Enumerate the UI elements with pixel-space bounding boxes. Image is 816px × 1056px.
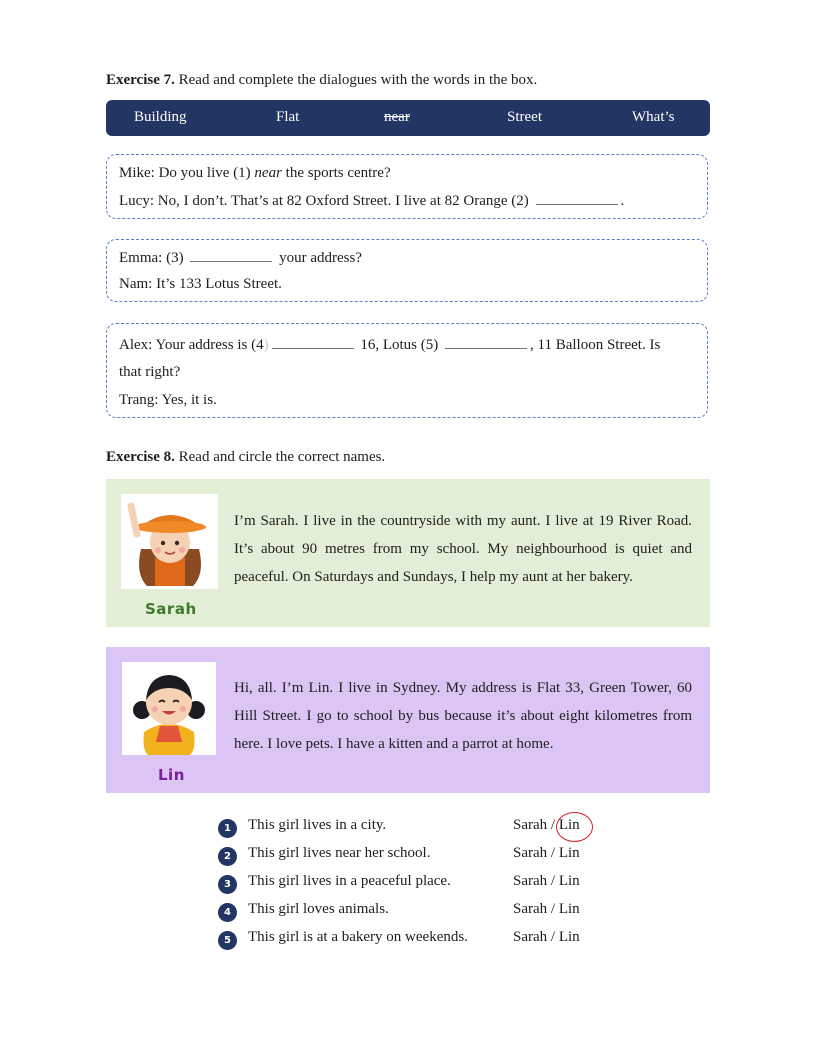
question-text: This girl is at a bakery on weekends. [248,929,468,945]
option-separator: / [547,901,559,917]
dialogue-text: , 11 Balloon Street. Is [530,337,661,353]
sarah-name-label: Sarah [145,600,197,618]
option-separator: / [547,845,559,861]
lin-name-label: Lin [158,766,185,784]
word-street: Street [507,109,542,125]
sarah-paragraph: I’m Sarah. I live in the countryside with my aunt. I live at 19 River Road. It’s about 90 metres from my school. My neighbourhood is quiet and peaceful. On Saturdays and Sundays, I help my aunt at her bakery. [234,513,692,585]
dialogue-text: your address? [275,250,362,266]
exercise-7-label: Exercise 7. [106,72,175,88]
dialogue-text: . [620,193,625,209]
dialogue-text: Alex: Your address is (4 [119,337,264,353]
girl-with-hat-illustration [121,494,218,589]
reading-panel-lin [106,647,710,793]
answer-options [513,873,580,890]
lin-paragraph: Hi, all. I’m Lin. I live in Sydney. My address is Flat 33, Green Tower, 60 Hill Street. I go to school by bus because it’s about eight kilometres from here. I love pets. I have a kitten and a parrot at home. [234,680,692,752]
dialogue-box-1 [106,154,708,219]
example-answer: near [254,165,282,181]
option-sarah[interactable]: Sarah [513,901,548,917]
question-text: This girl loves animals. [248,901,389,917]
answer-options [513,845,580,862]
dialogue-text: Lucy: No, I don’t. That’s at 82 Oxford Street. I live at 82 Orange (2) [119,193,533,209]
option-sarah[interactable]: Sarah [513,929,548,945]
question-number-badge: 3 [218,875,237,894]
word-whats: What’s [632,109,675,125]
lin-portrait [122,662,216,755]
dialogue-box-2 [106,239,708,302]
word-box [106,100,710,136]
faint-paren: ) [263,337,269,353]
dialogue-1-line-lucy [119,192,624,210]
option-sarah[interactable]: Sarah [513,845,548,861]
dialogue-3-line-trang: Trang: Yes, it is. [119,392,217,408]
exercise-7-instruction: Read and complete the dialogues with the words in the box. [174,72,538,88]
option-lin[interactable]: Lin [558,929,580,945]
question-number-badge: 2 [218,847,237,866]
option-lin[interactable]: Lin [558,873,580,889]
blank-4[interactable] [272,336,354,349]
exercise-8-instruction: Read and circle the correct names. [174,449,386,465]
dialogue-3-line-cont: that right? [119,364,181,380]
girl-with-pigtails-illustration [122,662,216,755]
answer-circle-mark [556,812,593,842]
dialogue-box-3 [106,323,708,418]
option-lin-circled[interactable]: Lin [558,817,580,833]
answer-options [513,901,580,918]
option-separator: / [547,929,559,945]
exercise-8-label: Exercise 8. [106,449,175,465]
option-separator: / [547,873,559,889]
question-text: This girl lives in a city. [248,817,387,833]
word-building: Building [134,109,187,125]
exercise-7-title [106,72,537,89]
option-lin[interactable]: Lin [558,845,580,861]
dialogue-text: Mike: Do you live (1) [119,165,255,181]
word-flat: Flat [276,109,300,125]
option-lin[interactable]: Lin [558,901,580,917]
question-number-badge: 5 [218,931,237,950]
exercise-8-title [106,449,385,466]
dialogue-1-line-mike [119,165,391,182]
dialogue-2-line-emma [119,249,362,267]
option-separator: / [547,817,559,833]
answer-options [513,929,580,946]
dialogue-3-line-alex [119,336,660,354]
blank-3[interactable] [190,249,272,262]
question-number-badge: 1 [218,819,237,838]
dialogue-2-line-nam: Nam: It’s 133 Lotus Street. [119,276,282,292]
blank-2[interactable] [536,192,618,205]
word-near-crossed: near [384,109,410,125]
reading-panel-sarah [106,479,710,627]
dialogue-text: Emma: (3) [119,250,188,266]
question-text: This girl lives near her school. [248,845,431,861]
blank-5[interactable] [445,336,527,349]
dialogue-text: the sports centre? [281,165,391,181]
option-sarah[interactable]: Sarah [513,873,548,889]
option-sarah[interactable]: Sarah [513,817,548,833]
dialogue-text: 16, Lotus (5) [356,337,443,353]
sarah-portrait [121,494,218,589]
question-number-badge: 4 [218,903,237,922]
question-text: This girl lives in a peaceful place. [248,873,451,889]
